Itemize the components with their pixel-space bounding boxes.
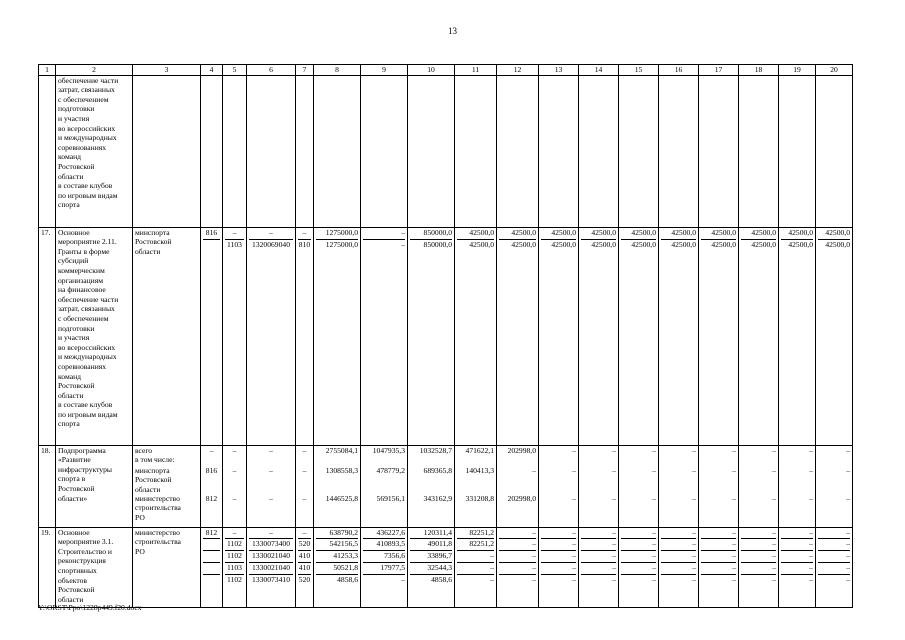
column-number: 13 bbox=[554, 65, 563, 74]
table-cell: – bbox=[363, 239, 405, 251]
table-cell: 569156,1 bbox=[376, 493, 405, 503]
table-cell: – bbox=[732, 465, 736, 475]
table-cell: – bbox=[209, 445, 214, 455]
table-cell: 42500,0 bbox=[621, 239, 656, 251]
table-cell: – bbox=[232, 527, 237, 537]
table-cell: – bbox=[232, 445, 237, 455]
table-cell bbox=[203, 562, 220, 574]
table-cell: 49011,8 bbox=[410, 538, 452, 550]
table-cell: 42500,0 bbox=[591, 227, 616, 237]
table-cell: – bbox=[499, 538, 536, 550]
table-cell: – bbox=[741, 538, 776, 550]
table-cell: – bbox=[612, 527, 616, 537]
table-cell: – bbox=[781, 550, 813, 562]
table-cell: 7356,6 bbox=[363, 550, 405, 562]
table-cell: 42500,0 bbox=[581, 239, 616, 251]
table-cell: 17977,5 bbox=[363, 562, 405, 574]
table-cell: – bbox=[363, 574, 405, 586]
table-cell: – bbox=[302, 465, 307, 475]
column-number: 15 bbox=[634, 65, 643, 74]
column-number: 11 bbox=[471, 65, 480, 74]
table-cell: – bbox=[612, 465, 616, 475]
table-cell: 32544,3 bbox=[410, 562, 452, 574]
table-cell: 1446525,8 bbox=[325, 493, 358, 503]
table-row bbox=[39, 445, 853, 527]
table-cell: 812 bbox=[205, 493, 218, 503]
table-cell: – bbox=[846, 465, 850, 475]
table-cell: 1102 bbox=[225, 550, 244, 562]
table-cell: – bbox=[652, 527, 656, 537]
table-cell: – bbox=[772, 493, 776, 503]
table-cell: – bbox=[846, 445, 850, 455]
table-cell: 42500,0 bbox=[788, 227, 813, 237]
table-cell: – bbox=[499, 574, 536, 586]
table-cell: 343162,9 bbox=[423, 493, 452, 503]
table-cell: 140413,3 bbox=[465, 465, 494, 475]
table-cell: – bbox=[457, 574, 494, 586]
table-cell: – bbox=[652, 493, 656, 503]
table-cell: 1320069040 bbox=[249, 239, 293, 251]
column-number: 2 bbox=[92, 65, 96, 74]
row-number: 18. bbox=[41, 445, 51, 455]
table-cell: – bbox=[732, 445, 736, 455]
table-cell: 42500,0 bbox=[825, 227, 850, 237]
table-cell: 1308558,3 bbox=[325, 465, 358, 475]
table-cell: 1275000,0 bbox=[316, 239, 358, 251]
table-cell: 478779,2 bbox=[376, 465, 405, 475]
table-cell: 1330021040 bbox=[249, 562, 293, 574]
table-cell: 33896,7 bbox=[410, 550, 452, 562]
table-cell: 1047935,3 bbox=[372, 445, 405, 455]
table-cell: – bbox=[818, 574, 850, 586]
table-cell: – bbox=[692, 465, 696, 475]
page-number: 13 bbox=[448, 26, 457, 36]
table-cell: – bbox=[572, 445, 576, 455]
column-number: 17 bbox=[714, 65, 723, 74]
table-cell: – bbox=[701, 562, 736, 574]
activity-name: обеспечение части затрат, связанных с обеспечением подготовки и участия во всероссийских и международных соревнованиях команд Ростовской области в составе клубов по игровым видам спорта bbox=[58, 75, 119, 210]
executor: министерство строительства РО bbox=[135, 527, 181, 556]
table-cell: – bbox=[269, 465, 273, 475]
table-cell: 42500,0 bbox=[551, 227, 576, 237]
column-number: 5 bbox=[232, 65, 237, 74]
table-cell: – bbox=[661, 538, 696, 550]
column-number: 10 bbox=[427, 65, 435, 74]
table-cell: – bbox=[232, 493, 237, 503]
executor: минспорта Ростовской области bbox=[135, 227, 172, 256]
table-cell: – bbox=[541, 574, 576, 586]
table-cell: – bbox=[701, 574, 736, 586]
table-cell: 41253,3 bbox=[316, 550, 358, 562]
table-cell: – bbox=[572, 465, 576, 475]
table-cell: 42500,0 bbox=[499, 239, 536, 251]
executor: всего в том числе: bbox=[135, 445, 175, 465]
table-cell: – bbox=[532, 465, 536, 475]
table-cell: – bbox=[661, 550, 696, 562]
table-cell: 202998,0 bbox=[507, 445, 536, 455]
table-cell: 50521,8 bbox=[316, 562, 358, 574]
table-cell: – bbox=[621, 538, 656, 550]
table-cell: 1102 bbox=[225, 574, 244, 586]
table-cell: – bbox=[232, 227, 237, 237]
table-cell: 520 bbox=[298, 538, 311, 548]
table-cell: – bbox=[532, 527, 536, 537]
table-cell: – bbox=[541, 550, 576, 562]
table-cell: 42500,0 bbox=[661, 239, 696, 251]
table-cell: 410 bbox=[298, 562, 311, 572]
table-cell: – bbox=[269, 227, 273, 237]
column-number: 6 bbox=[269, 65, 273, 74]
column-number: 20 bbox=[830, 65, 838, 74]
table-cell: 638790,2 bbox=[329, 527, 358, 537]
activity-name: Подпрограмма «Развитие инфраструктуры спорта в Ростовской области» bbox=[58, 445, 112, 503]
table-cell: – bbox=[621, 562, 656, 574]
table-cell: 816 bbox=[205, 227, 218, 237]
table-cell: 1330021040 bbox=[249, 550, 293, 562]
table-cell: 42500,0 bbox=[751, 227, 776, 237]
table-cell: – bbox=[232, 465, 237, 475]
column-number: 7 bbox=[302, 65, 307, 74]
executor: министерство строительства РО bbox=[135, 493, 181, 522]
table-cell: 1330073410 bbox=[249, 574, 293, 586]
table-cell: 331208,8 bbox=[465, 493, 494, 503]
table-cell: – bbox=[818, 562, 850, 574]
table-cell: 1032528,7 bbox=[419, 445, 452, 455]
table-cell: – bbox=[302, 493, 307, 503]
table-cell: – bbox=[269, 527, 273, 537]
table-cell: – bbox=[581, 562, 616, 574]
column-number: 8 bbox=[335, 65, 339, 74]
table-cell: – bbox=[781, 574, 813, 586]
table-cell: – bbox=[581, 550, 616, 562]
table-cell: – bbox=[741, 574, 776, 586]
table-cell: – bbox=[581, 574, 616, 586]
table-cell: 471622,1 bbox=[465, 445, 494, 455]
file-path-footer: Y:\ORST\Ppo\1228p449.f20.docx bbox=[38, 603, 142, 612]
table-cell: – bbox=[661, 574, 696, 586]
table-cell: 810 bbox=[298, 239, 311, 249]
table-cell: – bbox=[499, 550, 536, 562]
column-number: 19 bbox=[793, 65, 801, 74]
table-cell: – bbox=[732, 527, 736, 537]
table-cell: 42500,0 bbox=[671, 227, 696, 237]
column-number: 1 bbox=[45, 65, 49, 74]
table-cell: – bbox=[809, 493, 813, 503]
table-cell: 850000,0 bbox=[410, 239, 452, 251]
column-number: 16 bbox=[674, 65, 683, 74]
table-cell: 42500,0 bbox=[781, 239, 813, 251]
table-row bbox=[39, 75, 853, 227]
column-number: 4 bbox=[209, 65, 214, 74]
table-cell: 1275000,0 bbox=[325, 227, 358, 237]
table-cell: – bbox=[401, 227, 405, 237]
table-cell: – bbox=[701, 538, 736, 550]
budget-table bbox=[38, 64, 853, 608]
table-cell: 850000,0 bbox=[423, 227, 452, 237]
table-cell: 410 bbox=[298, 550, 311, 560]
table-cell: 82251,2 bbox=[457, 538, 494, 550]
table-cell: 42500,0 bbox=[457, 239, 494, 251]
table-row bbox=[39, 527, 853, 607]
table-cell: 42500,0 bbox=[541, 239, 576, 251]
column-number: 3 bbox=[164, 65, 169, 74]
table-cell: – bbox=[621, 550, 656, 562]
table-cell: 4858,6 bbox=[316, 574, 358, 586]
table-cell: – bbox=[781, 562, 813, 574]
column-number: 18 bbox=[754, 65, 763, 74]
table-cell: – bbox=[692, 527, 696, 537]
table-cell: 812 bbox=[205, 527, 218, 537]
executor: минспорта Ростовской области bbox=[135, 465, 172, 494]
table-cell: 1103 bbox=[225, 562, 244, 574]
table-cell: – bbox=[772, 527, 776, 537]
table-cell: – bbox=[781, 538, 813, 550]
table-cell: – bbox=[302, 527, 307, 537]
table-cell: – bbox=[772, 465, 776, 475]
table-cell: – bbox=[269, 445, 273, 455]
header-row bbox=[39, 65, 853, 76]
table-cell: – bbox=[499, 562, 536, 574]
table-cell: – bbox=[661, 562, 696, 574]
table-cell: 120311,4 bbox=[423, 527, 452, 537]
activity-name: Основное мероприятие 3.1. Строительство и реконструкция спортивных объектов Ростовской области bbox=[58, 527, 114, 604]
table-cell: – bbox=[652, 445, 656, 455]
table-cell: 42500,0 bbox=[701, 239, 736, 251]
table-row bbox=[39, 227, 853, 445]
table-cell: – bbox=[846, 527, 850, 537]
table-cell: 520 bbox=[298, 574, 311, 584]
table-cell: 1330073400 bbox=[249, 538, 293, 550]
column-number: 14 bbox=[594, 65, 603, 74]
table-cell: 42500,0 bbox=[741, 239, 776, 251]
table-cell: – bbox=[612, 493, 616, 503]
table-cell: – bbox=[809, 527, 813, 537]
table-cell: 689365,8 bbox=[423, 465, 452, 475]
table-cell: – bbox=[541, 562, 576, 574]
table-cell bbox=[203, 538, 220, 550]
table-cell: – bbox=[692, 445, 696, 455]
table-cell: 1103 bbox=[225, 239, 244, 251]
table-cell: – bbox=[621, 574, 656, 586]
column-number: 9 bbox=[382, 65, 386, 74]
table-cell: 42500,0 bbox=[511, 227, 536, 237]
row-number: 19. bbox=[41, 527, 51, 537]
column-number: 12 bbox=[513, 65, 522, 74]
table-cell: – bbox=[457, 562, 494, 574]
activity-name: Основное мероприятие 2.11. Гранты в форме субсидий коммерческим организациям на финансовое обеспечение части затрат, связанных с обеспечением подготовки и участия во всероссийских и международных соревнованиях команд Ростовской области в составе клубов по игровым видам спорта bbox=[58, 227, 119, 429]
table-cell: – bbox=[818, 538, 850, 550]
table-cell: – bbox=[692, 493, 696, 503]
table-cell: – bbox=[732, 493, 736, 503]
table-cell: 542156,5 bbox=[316, 538, 358, 550]
table-cell: – bbox=[741, 562, 776, 574]
table-cell: 42500,0 bbox=[631, 227, 656, 237]
table-cell: – bbox=[581, 538, 616, 550]
table-cell: 816 bbox=[205, 465, 218, 475]
table-cell: – bbox=[846, 493, 850, 503]
table-cell: 436227,6 bbox=[376, 527, 405, 537]
table-cell: 82251,2 bbox=[469, 527, 494, 537]
table-cell: 410893,5 bbox=[363, 538, 405, 550]
table-cell: 4858,6 bbox=[410, 574, 452, 586]
table-cell: – bbox=[457, 550, 494, 562]
table-cell: – bbox=[809, 445, 813, 455]
table-cell: – bbox=[818, 550, 850, 562]
table-cell: – bbox=[572, 493, 576, 503]
table-cell: – bbox=[302, 227, 307, 237]
table-cell: 42500,0 bbox=[711, 227, 736, 237]
table-cell: 202998,0 bbox=[507, 493, 536, 503]
table-cell bbox=[203, 574, 220, 586]
table-cell: – bbox=[572, 527, 576, 537]
table-cell: 42500,0 bbox=[818, 239, 850, 251]
table-cell: – bbox=[652, 465, 656, 475]
table-cell: 42500,0 bbox=[469, 227, 494, 237]
row-number: 17. bbox=[41, 227, 51, 237]
table-cell: 2755084,1 bbox=[325, 445, 358, 455]
table-cell: – bbox=[809, 465, 813, 475]
table-cell: – bbox=[269, 493, 273, 503]
table-cell: – bbox=[541, 538, 576, 550]
table-cell: 1102 bbox=[225, 538, 244, 550]
table-cell: – bbox=[302, 445, 307, 455]
table-cell: – bbox=[612, 445, 616, 455]
table-cell bbox=[203, 550, 220, 562]
table-cell: – bbox=[741, 550, 776, 562]
table-cell bbox=[203, 239, 220, 251]
table-cell: – bbox=[772, 445, 776, 455]
table-cell: – bbox=[701, 550, 736, 562]
